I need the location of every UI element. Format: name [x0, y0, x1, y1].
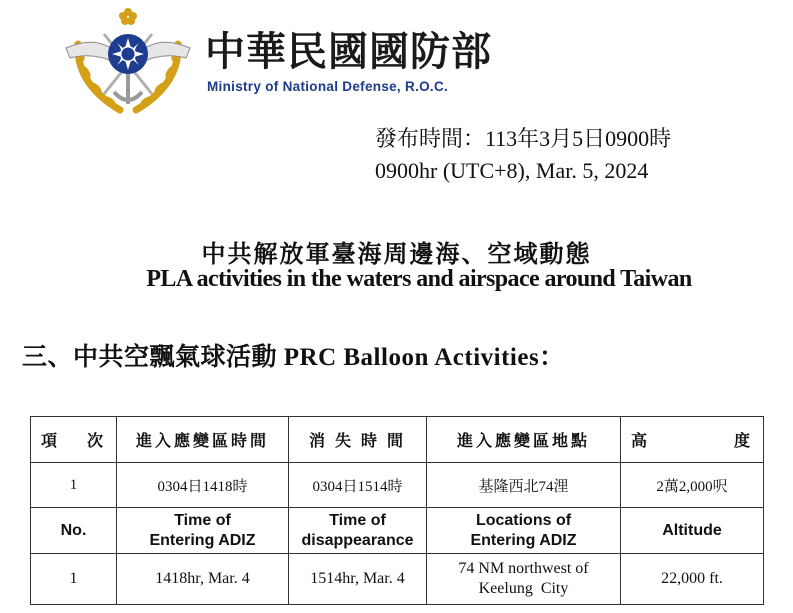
header-altitude-en: Altitude [621, 508, 764, 554]
cell-no: 1 [31, 554, 117, 605]
org-name-en: Ministry of National Defense, R.O.C. [207, 79, 449, 94]
mnd-emblem-icon [58, 4, 198, 116]
header-disappear-time-line1: Time of [329, 511, 386, 529]
header-entry-time-line1: Time of [174, 511, 231, 529]
header-location-line1: Locations of [475, 511, 572, 529]
cell-entry-time: 0304日1418時 [117, 463, 289, 508]
header-item-cell [31, 417, 117, 463]
header-item-left: 項 [41, 433, 61, 450]
table-header-zh [31, 417, 764, 463]
cell-location-line2: Keelung City [478, 580, 569, 597]
table-row [31, 463, 764, 508]
cell-entry-time: 1418hr, Mar. 4 [117, 554, 289, 605]
cell-no: 1 [31, 463, 117, 508]
section-heading: 三、中共空飄氣球活動 PRC Balloon Activities： [22, 344, 565, 371]
cell-location: 基隆西北74浬 [427, 463, 621, 508]
cell-altitude: 22,000 ft. [621, 554, 764, 605]
header-altitude-right: 度 [733, 433, 753, 450]
header-altitude-left: 高 [631, 433, 651, 450]
table-row [31, 554, 764, 605]
header-location-line2: Entering ADIZ [470, 531, 577, 549]
header-disappear-time-en [289, 508, 427, 554]
cell-location [427, 554, 621, 605]
header-location-en [427, 508, 621, 554]
header-disappear-time-line2: disappearance [301, 531, 414, 549]
cell-disappear-time: 1514hr, Mar. 4 [289, 554, 427, 605]
cell-altitude: 2萬2,000呎 [621, 463, 764, 508]
balloon-activity-table [30, 416, 764, 605]
page-title-zh: 中共解放軍臺海周邊海、空域動態 [201, 242, 592, 268]
page-title-en: PLA activities in the waters and airspace around Taiwan [146, 266, 692, 292]
header-entry-time-zh: 進入應變區時間 [117, 417, 289, 463]
header-item-right: 次 [86, 433, 106, 450]
header-disappear-time-zh: 消 失 時 間 [289, 417, 427, 463]
org-name-zh: 中華民國國防部 [205, 29, 492, 75]
header-location-zh: 進入應變區地點 [427, 417, 621, 463]
table-header-en [31, 508, 764, 554]
header-altitude-cell [621, 417, 764, 463]
header-no-en: No. [31, 508, 117, 554]
header-entry-time-en [117, 508, 289, 554]
cell-disappear-time: 0304日1514時 [289, 463, 427, 508]
cell-location-line1: 74 NM northwest of [458, 560, 589, 577]
header-entry-time-line2: Entering ADIZ [149, 531, 256, 549]
release-time-en: 0900hr (UTC+8), Mar. 5, 2024 [375, 158, 649, 183]
release-time-zh: 發布時間：113年3月5日0900時 [375, 126, 672, 151]
